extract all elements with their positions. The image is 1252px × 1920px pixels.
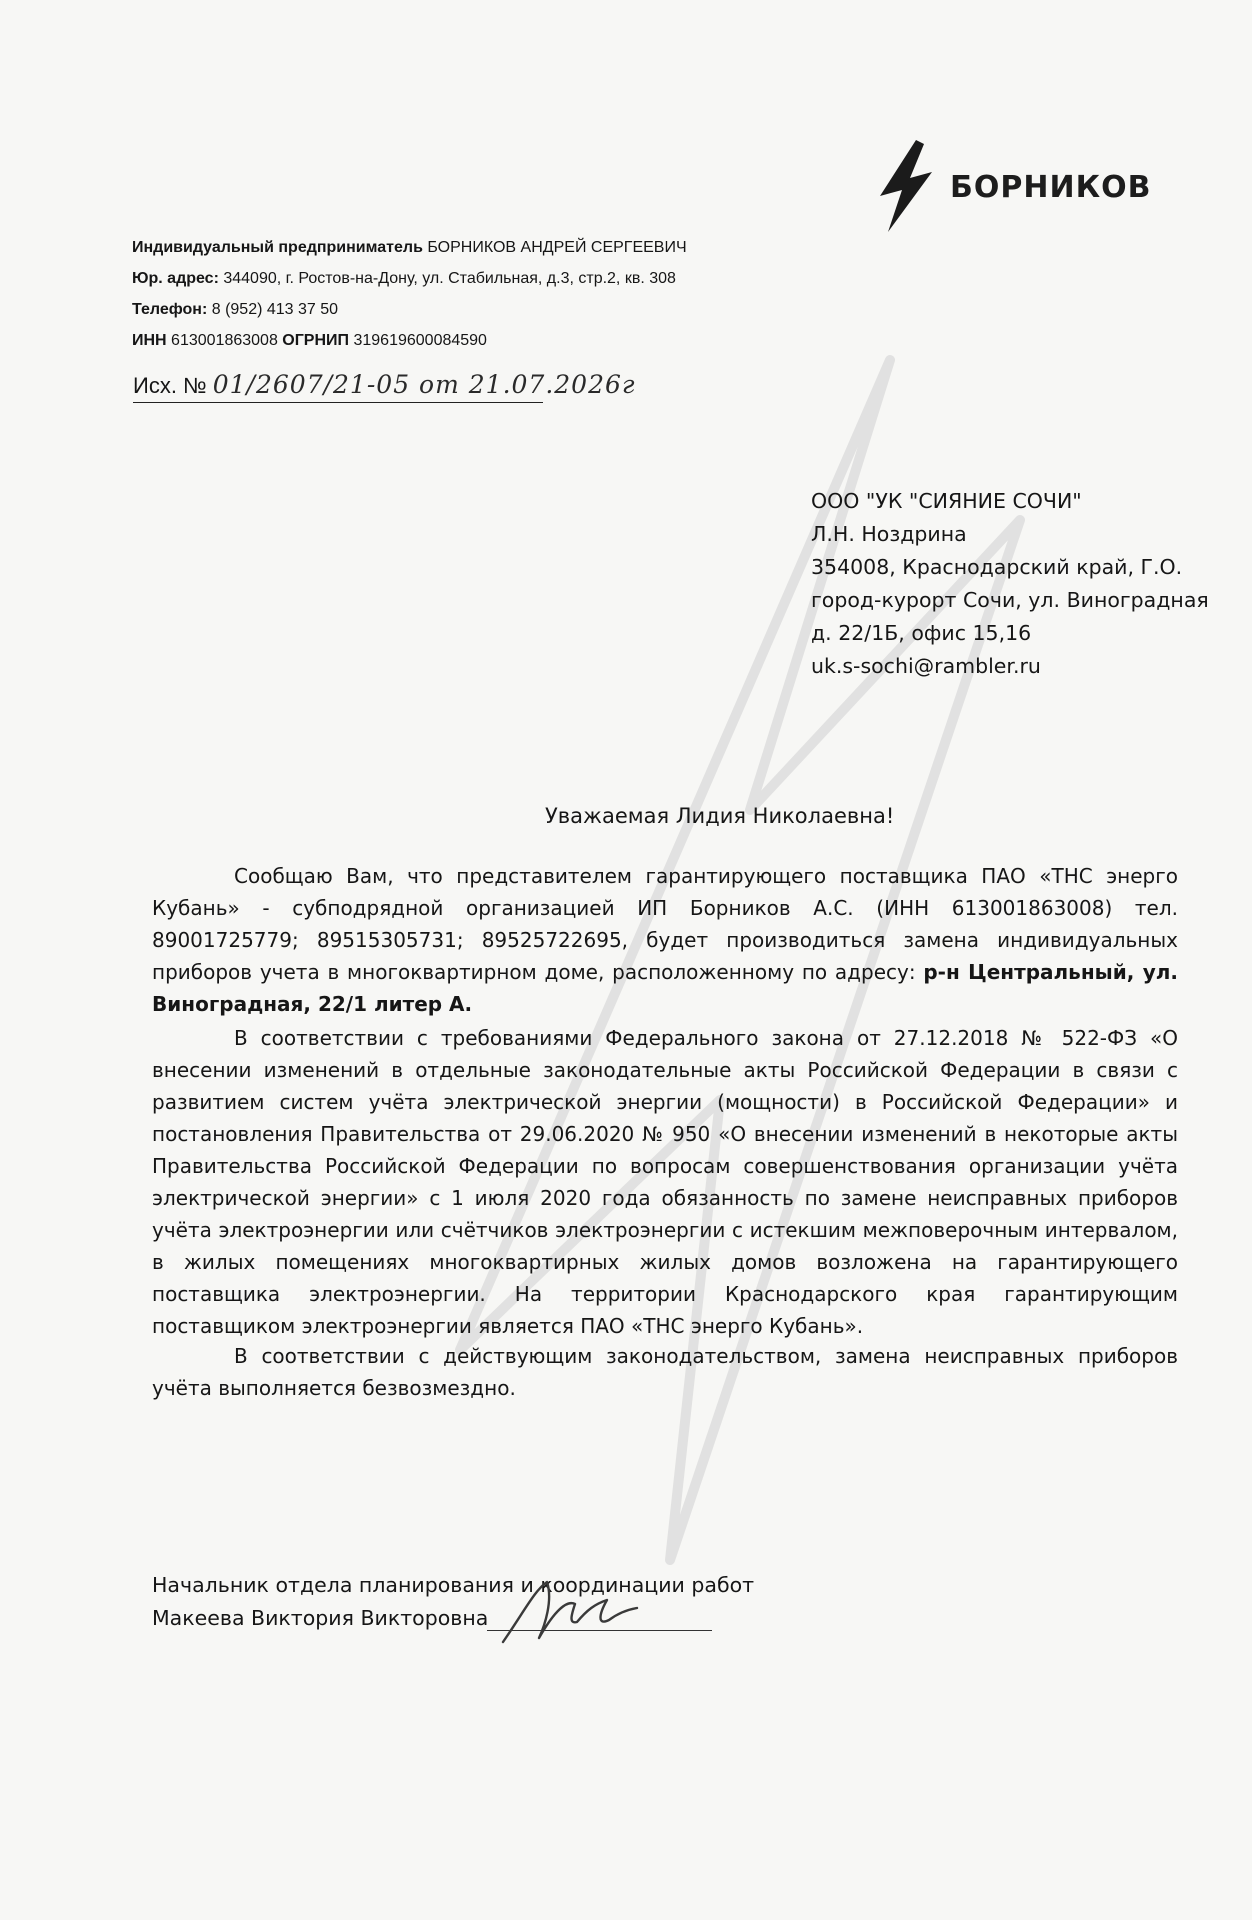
recipient-address-line: д. 22/1Б, офис 15,16 (811, 621, 1032, 645)
sender-phone-line (132, 294, 687, 325)
recipient-address-line: город-курорт Сочи, ул. Виноградная (811, 588, 1209, 612)
paragraph-3-text: В соответствии с действующим законодательством, замена неисправных приборов учёта выполняется безвозмездно. (152, 1344, 1178, 1400)
signature-name: Макеева Виктория Викторовна (152, 1606, 489, 1630)
recipient-address-line: 354008, Краснодарский край, Г.О. (811, 555, 1183, 579)
signature-position: Начальник отдела планирования и координации работ (152, 1573, 755, 1597)
recipient-org: ООО "УК "СИЯНИЕ СОЧИ" (811, 489, 1082, 513)
sender-inn-line (132, 325, 687, 356)
sender-address-line (132, 263, 687, 294)
handwritten-signature-icon (495, 1570, 645, 1650)
company-logo (872, 138, 1192, 238)
paragraph-1-text: Сообщаю Вам, что представителем гарантирующего поставщика ПАО «ТНС энерго Кубань» - субподрядной организацией ИП Борников А.С. (ИНН 613001863008) тел. 89001725779; 89515305731; 89525722695, будет производиться замена индивидуальных приборов учета в многоквартирном доме, расположенному по адресу: (152, 864, 1178, 984)
sender-name-value: БОРНИКОВ АНДРЕЙ СЕРГЕЕВИЧ (422, 239, 687, 256)
outgoing-number-handwritten: 01/2607/21-05 от 21.07.2026г (212, 370, 636, 399)
sender-ogrnip-label: ОГРНИП (282, 332, 350, 349)
recipient-person: Л.Н. Ноздрина (811, 522, 967, 546)
sender-phone-value: 8 (952) 413 37 50 (207, 301, 339, 318)
signature-block (152, 1569, 754, 1635)
sender-ogrnip-value: 319619600084590 (349, 332, 487, 349)
logo-text: БОРНИКОВ (950, 170, 1152, 205)
paragraph-1 (152, 860, 1178, 1020)
sender-name-line (132, 232, 687, 263)
sender-inn-value: 613001863008 (166, 332, 283, 349)
paragraph-3 (152, 1340, 1178, 1404)
sender-address-label: Юр. адрес: (132, 270, 219, 287)
recipient-block (811, 485, 1209, 683)
sender-phone-label: Телефон: (132, 301, 208, 318)
greeting: Уважаемая Лидия Николаевна! (545, 804, 895, 828)
paragraph-2 (152, 1022, 1178, 1342)
outgoing-number-underline (133, 402, 543, 403)
sender-address-value: 344090, г. Ростов-на-Дону, ул. Стабильная, д.3, стр.2, кв. 308 (218, 270, 676, 287)
paragraph-1-address: р-н Центральный, ул. Виноградная, 22/1 литер А. (152, 960, 1178, 1016)
outgoing-number (133, 370, 636, 399)
recipient-email: uk.s-sochi@rambler.ru (811, 654, 1041, 678)
paragraph-2-text: В соответствии с требованиями Федерального закона от 27.12.2018 № 522-ФЗ «О внесении изменений в отдельные законодательные акты Российской Федерации в связи с развитием систем учёта электрической энергии (мощности) в Российской Федерации» и постановления Правительства от 29.06.2020 № 950 «О внесении изменений в некоторые акты Правительства Российской Федерации по вопросам совершенствования организации учёта электрической энергии» с 1 июля 2020 года обязанность по замене неисправных приборов учёта электроэнергии или счётчиков электроэнергии с истекшим межповерочным интервалом, в жилых помещениях многоквартирных жилых домов возложена на гарантирующего поставщика электроэнергии. На территории Краснодарского края гарантирующим поставщиком электроэнергии является ПАО «ТНС энерго Кубань». (152, 1026, 1178, 1338)
sender-info (132, 232, 687, 356)
sender-inn-label: ИНН (132, 332, 167, 349)
sender-name-label: Индивидуальный предприниматель (132, 239, 423, 256)
outgoing-number-label: Исх. № (133, 373, 213, 398)
lightning-bolt-icon (872, 138, 938, 234)
